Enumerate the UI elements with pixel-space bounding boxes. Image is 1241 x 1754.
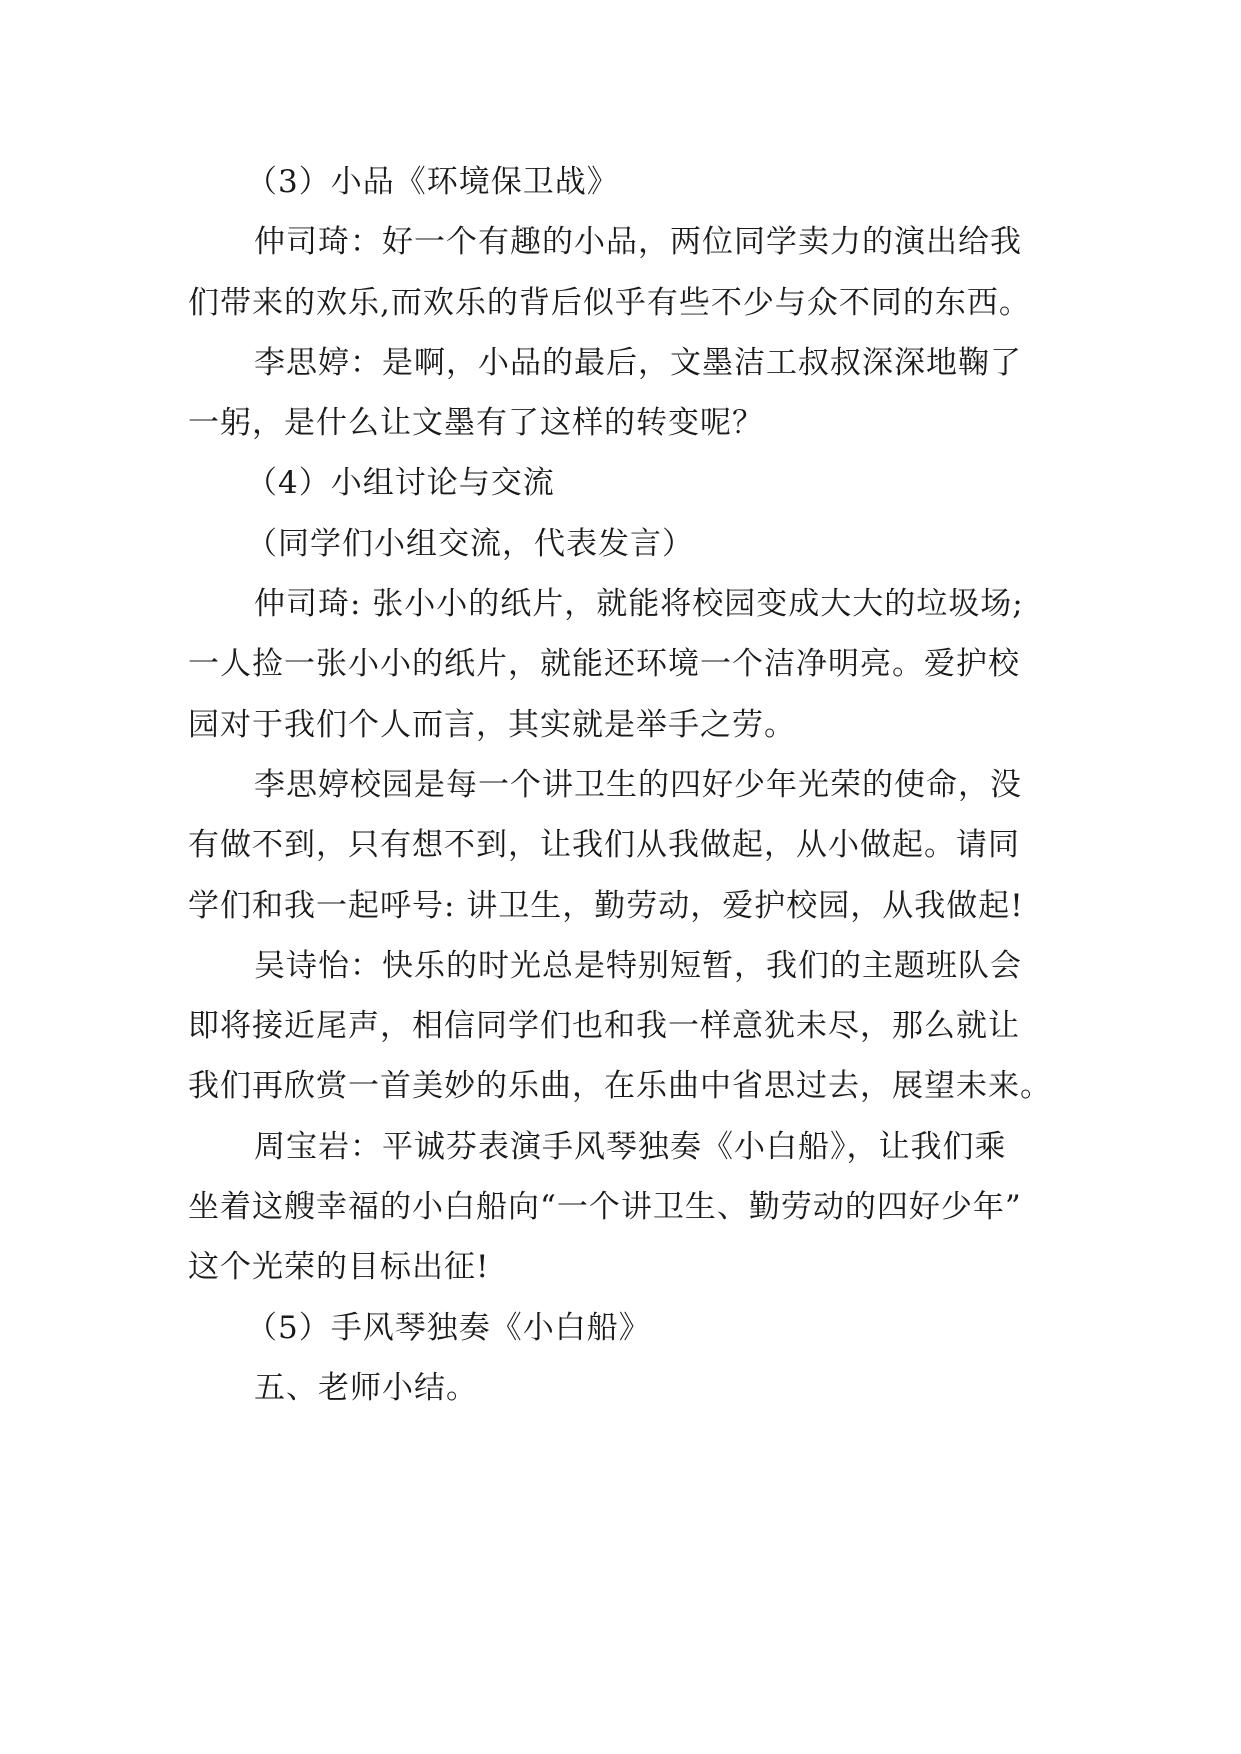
paragraph-line: 们带来的欢乐,而欢乐的背后似乎有些不少与众不同的东西。 — [188, 284, 1031, 321]
paragraph-line: 周宝岩：平诚芬表演手风琴独奏《小白船》，让我们乘 — [254, 1128, 1007, 1165]
paragraph-line: 李思婷：是啊，小品的最后，文墨洁工叔叔深深地鞠了 — [254, 344, 1022, 381]
stage-direction: （同学们小组交流，代表发言） — [246, 525, 694, 562]
paragraph-line: 即将接近尾声，相信同学们也和我一样意犹未尽，那么就让 — [188, 1008, 1020, 1045]
paragraph-line: 一人捡一张小小的纸片，就能还环境一个洁净明亮。爱护校 — [188, 646, 1020, 683]
paragraph-line: 坐着这艘幸福的小白船向“一个讲卫生、勤劳动的四好少年” — [188, 1189, 1022, 1226]
document-body — [188, 152, 1068, 1418]
paragraph-line: 李思婷校园是每一个讲卫生的四好少年光荣的使命，没 — [254, 766, 1022, 803]
paragraph-line: 吴诗怡：快乐的时光总是特别短暂，我们的主题班队会 — [254, 947, 1022, 984]
paragraph-line: 这个光荣的目标出征! — [188, 1249, 490, 1286]
paragraph-line: 学们和我一起呼号: 讲卫生，勤劳动，爱护校园，从我做起! — [188, 887, 1024, 924]
paragraph-line: 一躬，是什么让文墨有了这样的转变呢？ — [188, 405, 764, 442]
paragraph-line: 园对于我们个人而言，其实就是举手之劳。 — [188, 706, 796, 743]
paragraph-line: 仲司琦：好一个有趣的小品，两位同学卖力的演出给我 — [254, 224, 1022, 261]
section-heading-discussion: （4）小组讨论与交流 — [246, 465, 555, 502]
section-heading-skit: （3）小品《环境保卫战》 — [246, 164, 619, 200]
paragraph-line: 仲司琦: 张小小的纸片，就能将校园变成大大的垃圾场; — [254, 586, 1024, 623]
section-heading-accordion: （5）手风琴独奏《小白船》 — [246, 1309, 651, 1346]
section-heading-summary: 五、老师小结。 — [254, 1369, 478, 1406]
paragraph-line: 有做不到，只有想不到，让我们从我做起，从小做起。请同 — [188, 827, 1020, 864]
paragraph-line: 我们再欣赏一首美妙的乐曲，在乐曲中省思过去，展望未来。 — [188, 1068, 1052, 1105]
